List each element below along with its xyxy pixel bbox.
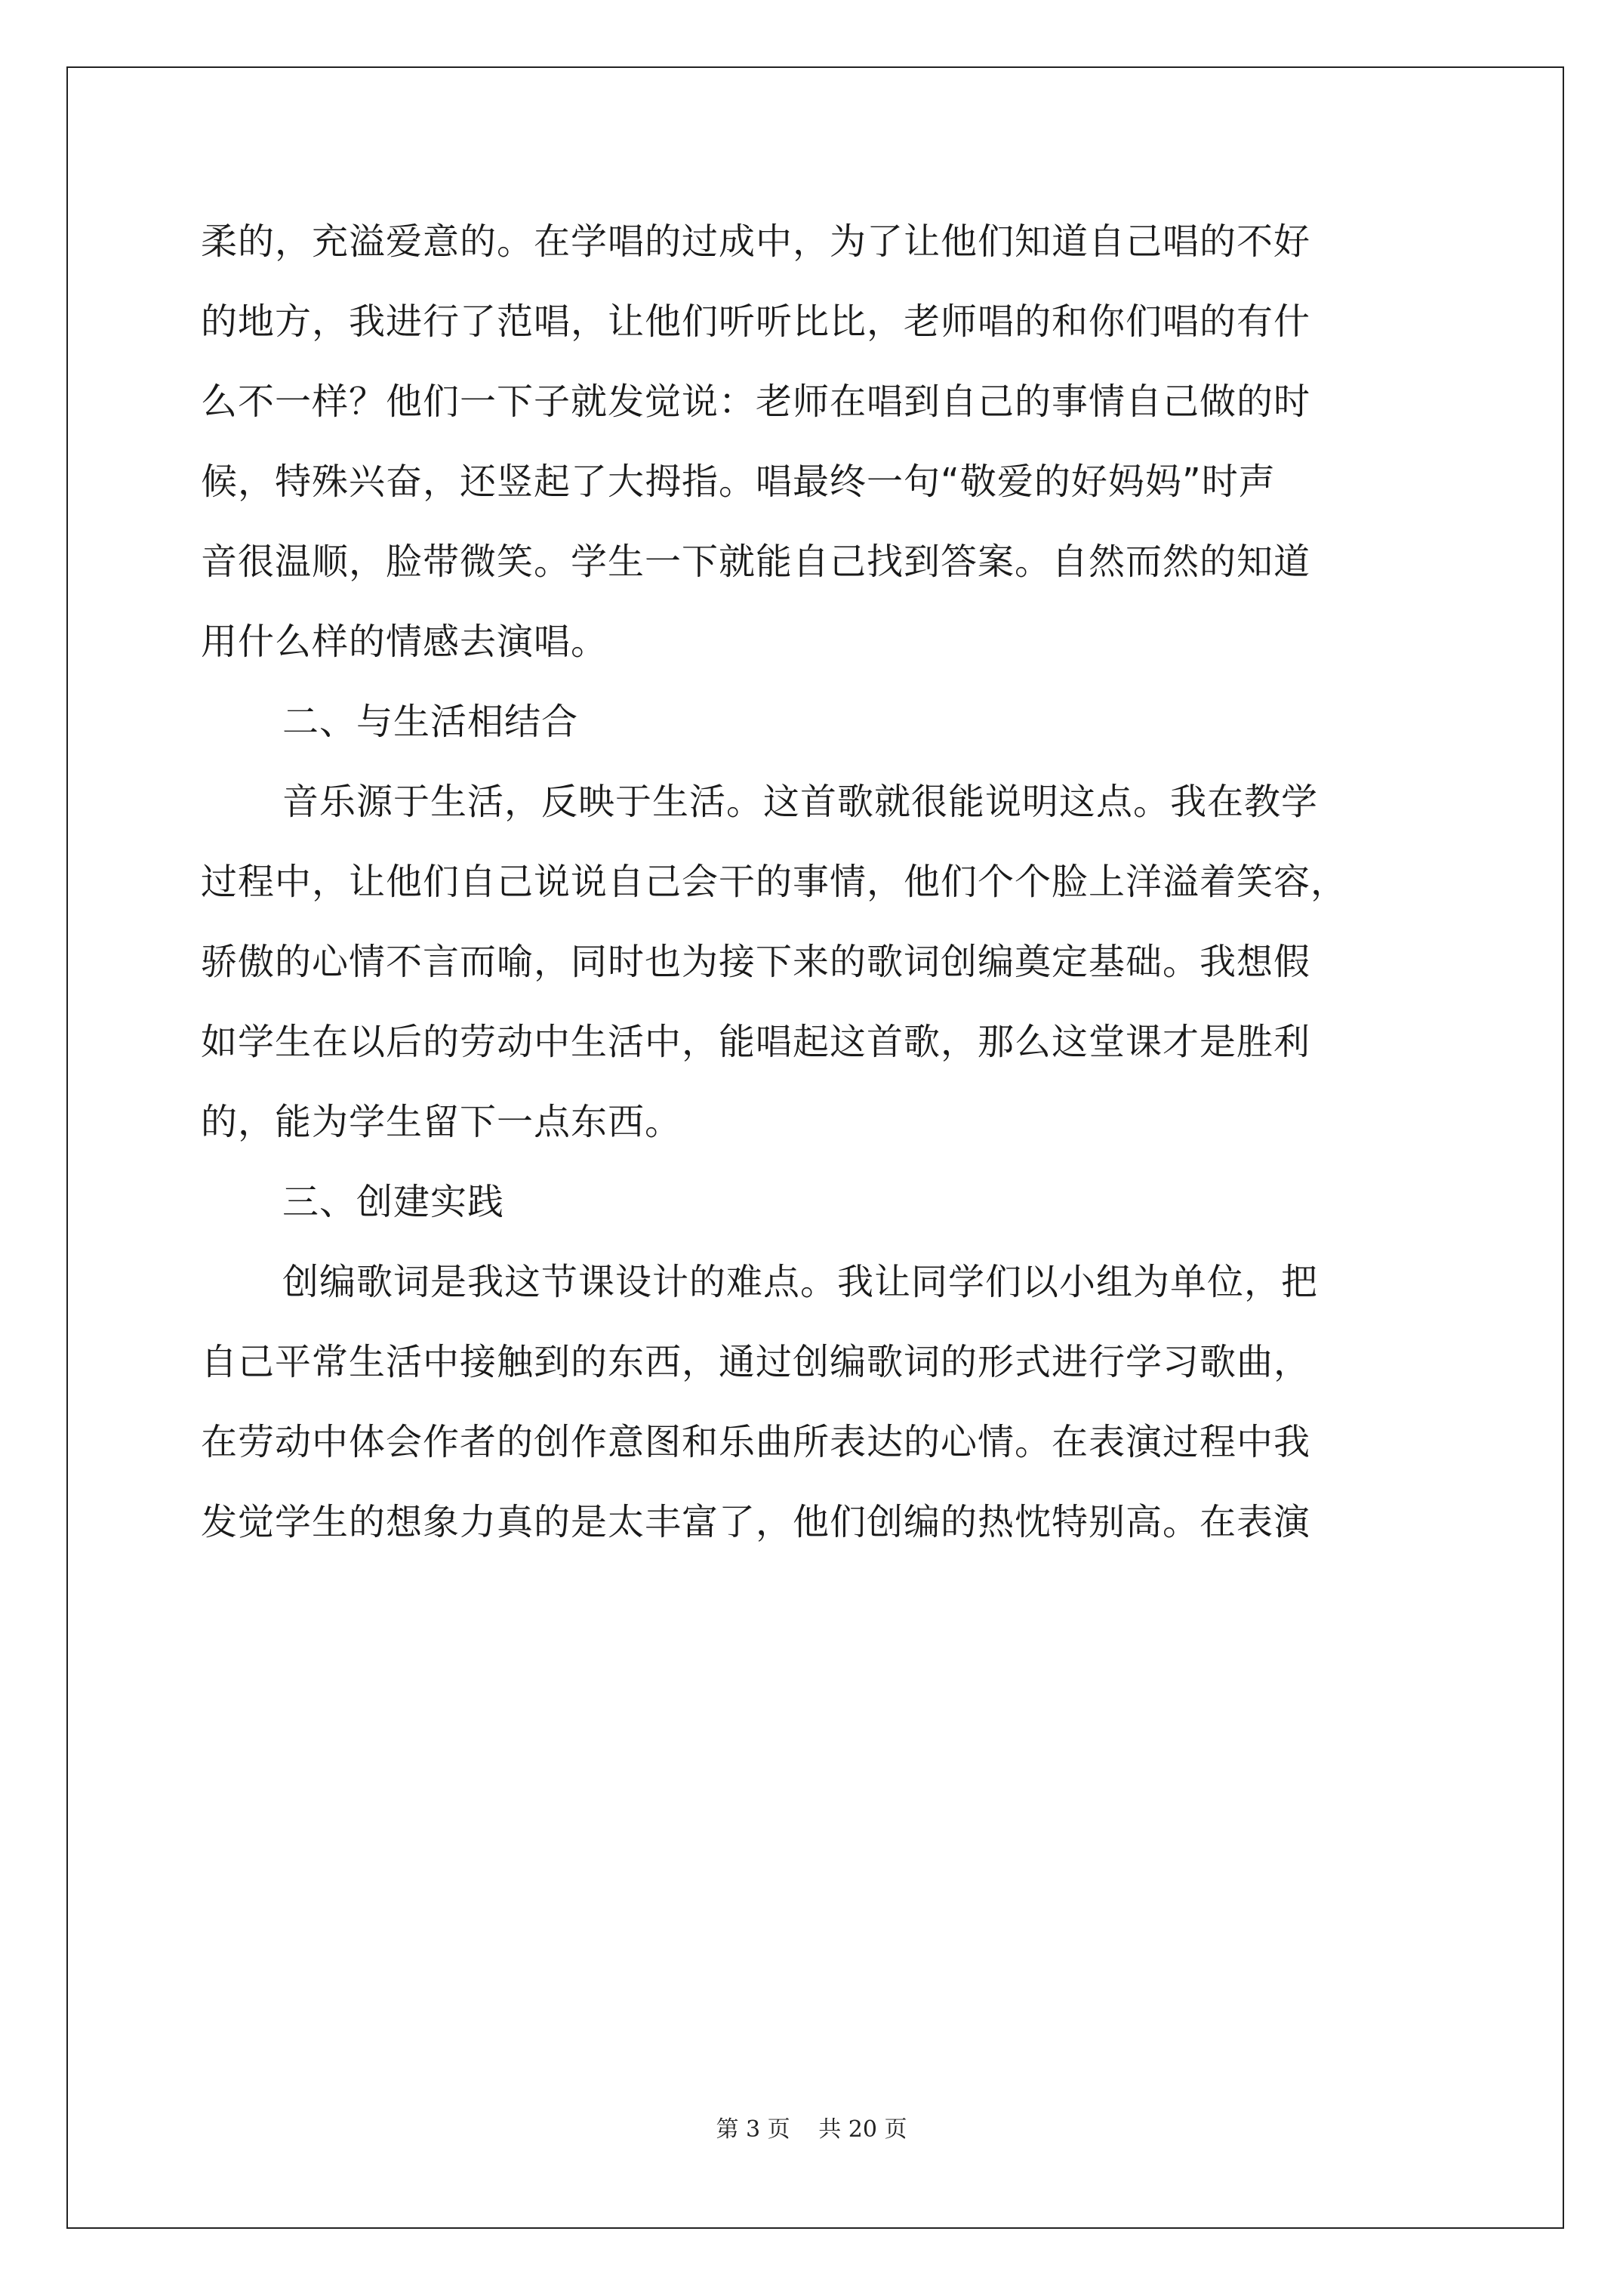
- text-line: 用什么样的情感去演唱。: [201, 621, 608, 663]
- text-line: 么不一样？他们一下子就发觉说：老师在唱到自己的事情自己做的时: [201, 381, 1311, 423]
- page-footer: [0, 2110, 1623, 2143]
- text-line: 的，能为学生留下一点东西。: [201, 1101, 682, 1143]
- text-line: 自己平常生活中接触到的东西，通过创编歌词的形式进行学习歌曲，: [201, 1341, 1311, 1383]
- text-line: 的地方，我进行了范唱，让他们听听比比，老师唱的和你们唱的有什: [201, 300, 1311, 343]
- section-heading: 二、与生活相结合: [282, 701, 579, 743]
- text-line: 创编歌词是我这节课设计的难点。我让同学们以小组为单位，把: [282, 1261, 1319, 1303]
- page-total: 共 20 页: [818, 2116, 907, 2143]
- text-line: 骄傲的心情不言而喻，同时也为接下来的歌词创编奠定基础。我想假: [201, 941, 1311, 983]
- text-line: 音很温顺，脸带微笑。学生一下就能自己找到答案。自然而然的知道: [201, 541, 1311, 583]
- text-line: 柔的，充溢爱意的。在学唱的过成中，为了让他们知道自己唱的不好: [201, 220, 1311, 263]
- text-line: 音乐源于生活，反映于生活。这首歌就很能说明这点。我在教学: [282, 781, 1319, 823]
- text-line: 过程中，让他们自己说说自己会干的事情，他们个个脸上洋溢着笑容，: [201, 861, 1348, 903]
- page-number: 第 3 页: [716, 2116, 790, 2143]
- section-heading: 三、创建实践: [282, 1181, 505, 1223]
- text-line: 如学生在以后的劳动中生活中，能唱起这首歌，那么这堂课才是胜利: [201, 1021, 1311, 1063]
- text-line: 发觉学生的想象力真的是太丰富了，他们创编的热忱特别高。在表演: [201, 1501, 1311, 1543]
- text-line: 在劳动中体会作者的创作意图和乐曲所表达的心情。在表演过程中我: [201, 1421, 1311, 1463]
- text-line: 候，特殊兴奋，还竖起了大拇指。唱最终一句“敬爱的好妈妈”时声: [201, 461, 1276, 503]
